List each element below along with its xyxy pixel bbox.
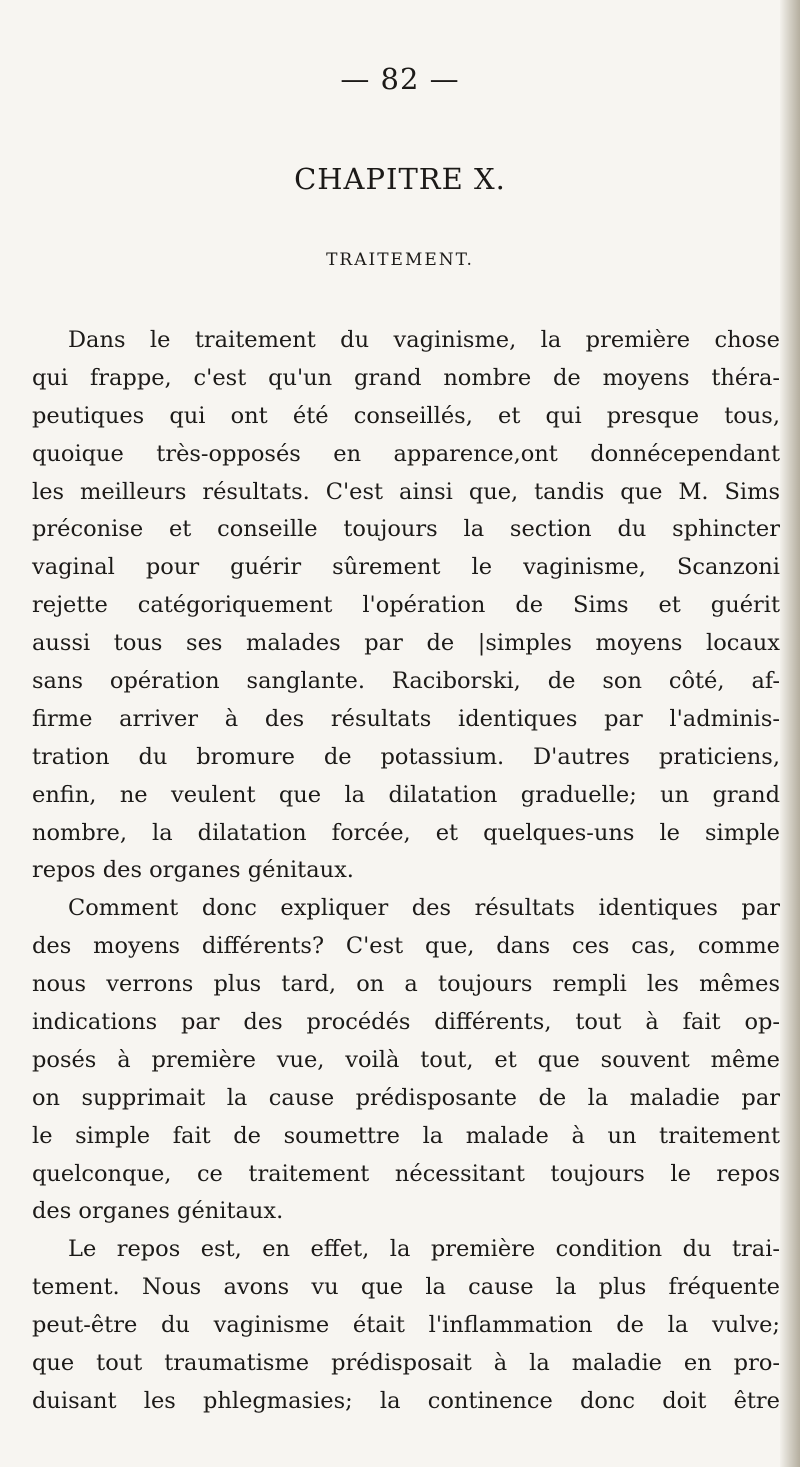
body-text — [32, 322, 780, 1421]
text-line: quoique très-opposés en apparence,ont donnécependant — [32, 440, 780, 467]
text-line: nous verrons plus tard, on a toujours rempli les mêmes — [32, 971, 780, 998]
text-line: que tout traumatisme prédisposait à la maladie en pro- — [32, 1350, 780, 1377]
text-line: tration du bromure de potassium. D'autres praticiens, — [32, 743, 780, 770]
text-line: des organes génitaux. — [32, 1198, 284, 1225]
text-line: indications par des procédés différents, tout à fait op- — [32, 1009, 780, 1036]
text-line: repos des organes génitaux. — [32, 857, 354, 884]
text-line: des moyens différents? C'est que, dans ces cas, comme — [32, 933, 780, 960]
text-line: rejette catégoriquement l'opération de Sims et guérit — [32, 592, 780, 619]
text-line: peutiques qui ont été conseillés, et qui presque tous, — [32, 402, 780, 429]
text-line: préconise et conseille toujours la section du sphincter — [32, 516, 780, 543]
text-line: firme arriver à des résultats identiques par l'adminis- — [32, 705, 780, 732]
section-title: TRAITEMENT. — [326, 250, 474, 270]
text-line: vaginal pour guérir sûrement le vaginisme, Scanzoni — [32, 554, 780, 581]
text-line: aussi tous ses malades par de |simples moyens locaux — [32, 630, 780, 657]
text-line: on supprimait la cause prédisposante de la maladie par — [32, 1084, 780, 1111]
text-line: tement. Nous avons vu que la cause la plus fréquente — [32, 1274, 780, 1301]
text-line: posés à première vue, voilà tout, et que souvent même — [32, 1046, 780, 1073]
page-edge-shadow — [780, 0, 800, 1467]
text-line: peut-être du vaginisme était l'inflammation de la vulve; — [32, 1312, 780, 1339]
text-line: Le repos est, en effet, la première condition du trai- — [68, 1236, 780, 1263]
text-line: Dans le traitement du vaginisme, la première chose — [68, 327, 780, 353]
text-line: qui frappe, c'est qu'un grand nombre de moyens théra- — [32, 364, 780, 391]
text-line: le simple fait de soumettre la malade à un traitement — [32, 1122, 780, 1149]
page-number: — 82 — — [340, 62, 460, 96]
text-line: quelconque, ce traitement nécessitant toujours le repos — [32, 1160, 780, 1187]
text-line: sans opération sanglante. Raciborski, de son côté, af- — [32, 668, 780, 695]
text-line: les meilleurs résultats. C'est ainsi que, tandis que M. Sims — [32, 478, 780, 505]
text-line: enfin, ne veulent que la dilatation graduelle; un grand — [32, 781, 780, 808]
chapter-title: CHAPITRE X. — [294, 162, 506, 196]
text-line: duisant les phlegmasies; la continence donc doit être — [32, 1387, 780, 1414]
text-line: Comment donc expliquer des résultats identiques par — [68, 895, 780, 922]
text-line: nombre, la dilatation forcée, et quelques-uns le simple — [32, 819, 780, 846]
